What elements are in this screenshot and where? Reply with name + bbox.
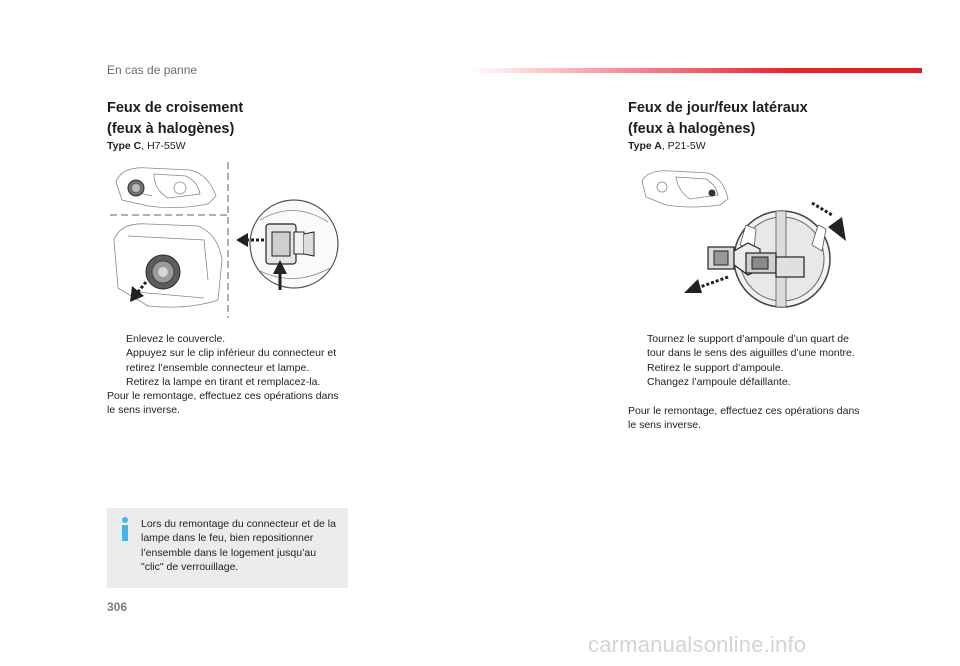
right-type-value: , P21-5W xyxy=(661,140,706,152)
list-item: Retirez le support d’ampoule. xyxy=(647,361,784,374)
rotate-quarter-turn-arrow xyxy=(828,217,846,241)
left-steps-list xyxy=(107,332,353,389)
left-type-value: , H7-55W xyxy=(141,140,186,152)
bulb-holder-location xyxy=(709,190,716,197)
left-title-line1: Feux de croisement xyxy=(107,100,244,116)
list-item: Retirez la lampe en tirant et remplacez-la. xyxy=(126,375,321,388)
daytime-lamp-illustration xyxy=(636,165,852,315)
left-title xyxy=(107,98,243,140)
pull-arrow xyxy=(236,233,248,247)
right-bulb-type xyxy=(628,140,706,152)
right-steps-list xyxy=(628,332,860,389)
bulb-holder-detail xyxy=(708,211,830,307)
right-title xyxy=(628,98,808,140)
right-type-label: Type A xyxy=(628,140,662,152)
info-note-text: Lors du remontage du connecteur et de la lampe dans le feu, bien repositionner l’ensemble dans le logement jusqu’au "clic" de verrouillage. xyxy=(141,518,336,573)
left-title-line2: (feux à halogènes) xyxy=(107,121,235,137)
header-rule xyxy=(470,68,922,73)
info-box xyxy=(107,508,348,588)
page-number: 306 xyxy=(107,600,128,614)
section-header: En cas de panne xyxy=(107,63,198,77)
list-item: Enlevez le couvercle. xyxy=(126,333,226,345)
info-icon xyxy=(117,516,133,542)
right-reassembly-note: Pour le remontage, effectuez ces opérations dans le sens inverse. xyxy=(628,405,860,432)
left-type-label: Type C xyxy=(107,140,142,152)
headlamp-top-view xyxy=(642,171,728,207)
list-item: Appuyez sur le clip inférieur du connecteur et retirez l’ensemble connecteur et lampe. xyxy=(126,347,337,374)
list-item: Tournez le support d’ampoule d’un quart de tour dans le sens des aiguilles d’une montre. xyxy=(647,333,855,360)
right-title-line1: Feux de jour/feux latéraux xyxy=(628,100,808,116)
connector-detail-circle xyxy=(250,200,338,288)
low-beam-illustration xyxy=(108,160,340,320)
remove-holder-arrow xyxy=(684,279,702,293)
list-item: Changez l’ampoule défaillante. xyxy=(647,375,791,388)
watermark-text: carmanualsonline.info xyxy=(588,632,807,657)
right-title-line2: (feux à halogènes) xyxy=(628,121,756,137)
left-reassembly-note: Pour le remontage, effectuez ces opérations dans le sens inverse. xyxy=(107,390,339,417)
left-bulb-type xyxy=(107,140,186,152)
